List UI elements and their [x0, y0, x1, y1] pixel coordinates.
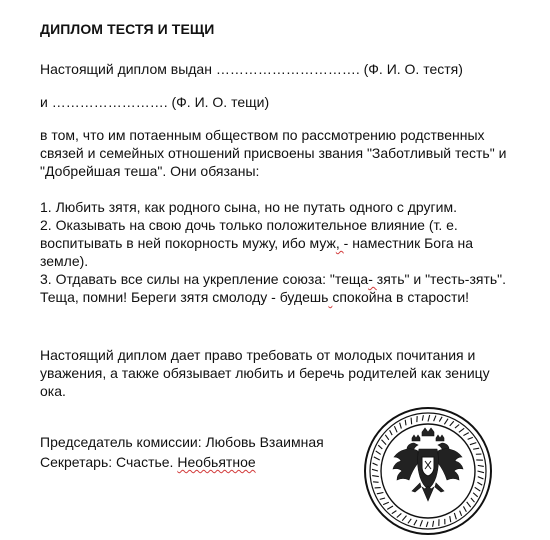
- duty-1: 1. Любить зятя, как родного сына, но не путать одного с другим.: [40, 199, 457, 215]
- duty-3-text: 3. Отдавать все силы на укрепление союза: "теща: [40, 271, 369, 287]
- duty-3-mid: зять" и "тесть-зять". Теща, помни! Береги зятя смолоду - будешь: [40, 271, 507, 305]
- duty-3-tail: спокойна в старости!: [332, 289, 470, 305]
- seal-letter-mark: [411, 418, 412, 425]
- duty-2-text: 2. Оказывать на свою дочь только положительное влияние (т. е. воспитывать в ней покорность мужу, ибо муж: [40, 217, 458, 251]
- duty-2: [40, 216, 510, 270]
- document-title: ДИПЛОМ ТЕСТЯ И ТЕЩИ: [40, 21, 215, 37]
- spellcheck-mark: -: [368, 271, 377, 287]
- issued-line: Настоящий диплом выдан …………………………. (Ф. И. О. тестя): [40, 61, 463, 77]
- chairman-line: Председатель комиссии: Любовь Взаимная: [40, 434, 324, 450]
- and-line: и ……………………. (Ф. И. О. тещи): [40, 94, 270, 110]
- intro-paragraph: в том, что им потаенным обществом по рассмотрению родственных связей и семейных отношений присвоены звания "Заботливый тесть" и "Добрейшая теша". Они обязаны:: [40, 127, 507, 179]
- secretary-line: [40, 454, 256, 470]
- duty-2-tail: - наместник Бога на земле).: [40, 235, 474, 269]
- duty-3: [40, 270, 510, 306]
- spellcheck-mark: ,: [335, 235, 344, 251]
- eagle-seal-icon: [362, 405, 494, 537]
- closing-paragraph: Настоящий диплом дает право требовать от молодых почитания и уважения, а также обязывает любить и беречь родителей как зеницу ока.: [40, 347, 490, 399]
- seal-letter-mark: [405, 420, 406, 425]
- secretary-prefix: Секретарь: Счастье.: [40, 454, 178, 470]
- secretary-name: Необьятное: [177, 454, 256, 470]
